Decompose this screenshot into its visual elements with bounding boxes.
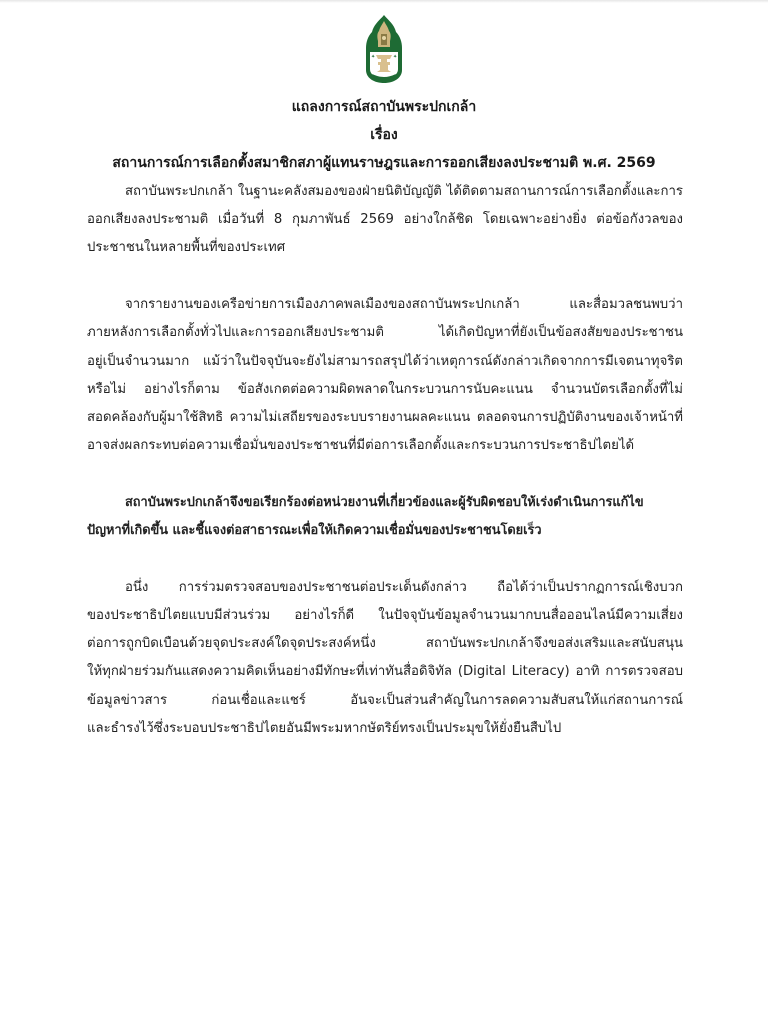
- subject-label: เรื่อง: [370, 127, 398, 143]
- paragraph-line: ปัญหาที่เกิดขึ้น และชี้แจงต่อสาธารณะเพื่อให้เกิดความเชื่อมั่นของประชาชนโดยเร็ว: [87, 523, 542, 539]
- paragraph-line: ออกเสียงลงประชามติ เมื่อวันที่ 8 กุมภาพันธ์ 2569 อย่างใกล้ชิด โดยเฉพาะอย่างยิ่ง ต่อข้อกังวลของ: [87, 212, 683, 228]
- svg-text:✦: ✦: [371, 54, 376, 60]
- paragraph-line: ให้ทุกฝ่ายร่วมกันแสดงความคิดเห็นอย่างมีทักษะที่เท่าทันสื่อดิจิทัล (Digital Literacy) อาทิ การตรวจสอบ: [87, 664, 683, 680]
- paragraph-line: ของประชาธิปไตยแบบมีส่วนร่วม อย่างไรก็ดี ในปัจจุบันข้อมูลจำนวนมากบนสื่อออนไลน์มีความเสี่ยง: [87, 607, 683, 623]
- paragraph-line: และธำรงไว้ซึ่งระบอบประชาธิปไตยอันมีพระมหากษัตริย์ทรงเป็นประมุขให้ยั่งยืนสืบไป: [87, 720, 562, 736]
- scan-edge-artifact: [0, 0, 768, 3]
- paragraph-line: จากรายงานของเครือข่ายการเมืองภาคพลเมืองของสถาบันพระปกเกล้า และสื่อมวลชนพบว่า: [125, 297, 683, 313]
- paragraph-line: ข้อมูลข่าวสาร ก่อนเชื่อและแชร์ อันจะเป็นส่วนสำคัญในการลดความสับสนให้แก่สถานการณ์: [87, 692, 683, 708]
- paragraph-2: [87, 291, 683, 460]
- paragraph-line: ภายหลังการเลือกตั้งทั่วไปและการออกเสียงประชามติ ได้เกิดปัญหาที่ยังเป็นข้อสงสัยของประชาชน: [87, 325, 683, 341]
- paragraph-line: อาจส่งผลกระทบต่อความเชื่อมั่นของประชาชนที่มีต่อการเลือกตั้งและกระบวนการประชาธิปไตยได้: [87, 438, 635, 454]
- svg-text:✦: ✦: [393, 54, 398, 60]
- statement-body: [87, 178, 683, 771]
- statement-header: [0, 93, 768, 177]
- paragraph-line: สถาบันพระปกเกล้าจึงขอเรียกร้องต่อหน่วยงานที่เกี่ยวข้องและผู้รับผิดชอบให้เร่งดำเนินการแก้ไข: [125, 494, 644, 510]
- institute-emblem-icon: [364, 14, 404, 84]
- paragraph-3-demand: [87, 489, 683, 545]
- paragraph-line: อยู่เป็นจำนวนมาก แม้ว่าในปัจจุบันจะยังไม่สามารถสรุปได้ว่าเหตุการณ์ดังกล่าวเกิดจากการมีเจตนาทุจริต: [87, 353, 683, 369]
- statement-title: แถลงการณ์สถาบันพระปกเกล้า: [291, 99, 477, 115]
- paragraph-line: สอดคล้องกับผู้มาใช้สิทธิ ความไม่เสถียรของระบบรายงานผลคะแนน ตลอดจนการปฏิบัติงานของเจ้าหน้าที่: [87, 409, 683, 425]
- paragraph-4: [87, 574, 683, 743]
- paragraph-line: สถาบันพระปกเกล้า ในฐานะคลังสมองของฝ่ายนิติบัญญัติ ได้ติดตามสถานการณ์การเลือกตั้งและการ: [125, 184, 683, 199]
- paragraph-line: อนึ่ง การร่วมตรวจสอบของประชาชนต่อประเด็นดังกล่าว ถือได้ว่าเป็นปรากฏการณ์เชิงบวก: [125, 579, 683, 595]
- paragraph-1: [87, 178, 683, 263]
- subject-title: สถานการณ์การเลือกตั้งสมาชิกสภาผู้แทนราษฎรและการออกเสียงลงประชามติ พ.ศ. 2569: [112, 155, 656, 171]
- paragraph-line: ประชาชนในหลายพื้นที่ของประเทศ: [87, 240, 286, 256]
- paragraph-line: ต่อการถูกบิดเบือนด้วยจุดประสงค์ใดจุดประสงค์หนึ่ง สถาบันพระปกเกล้าจึงขอส่งเสริมและสนับสนุน: [87, 636, 683, 652]
- paragraph-line: หรือไม่ อย่างไรก็ตาม ข้อสังเกตต่อความผิดพลาดในกระบวนการนับคะแนน จำนวนบัตรเลือกตั้งที่ไม่: [87, 381, 683, 397]
